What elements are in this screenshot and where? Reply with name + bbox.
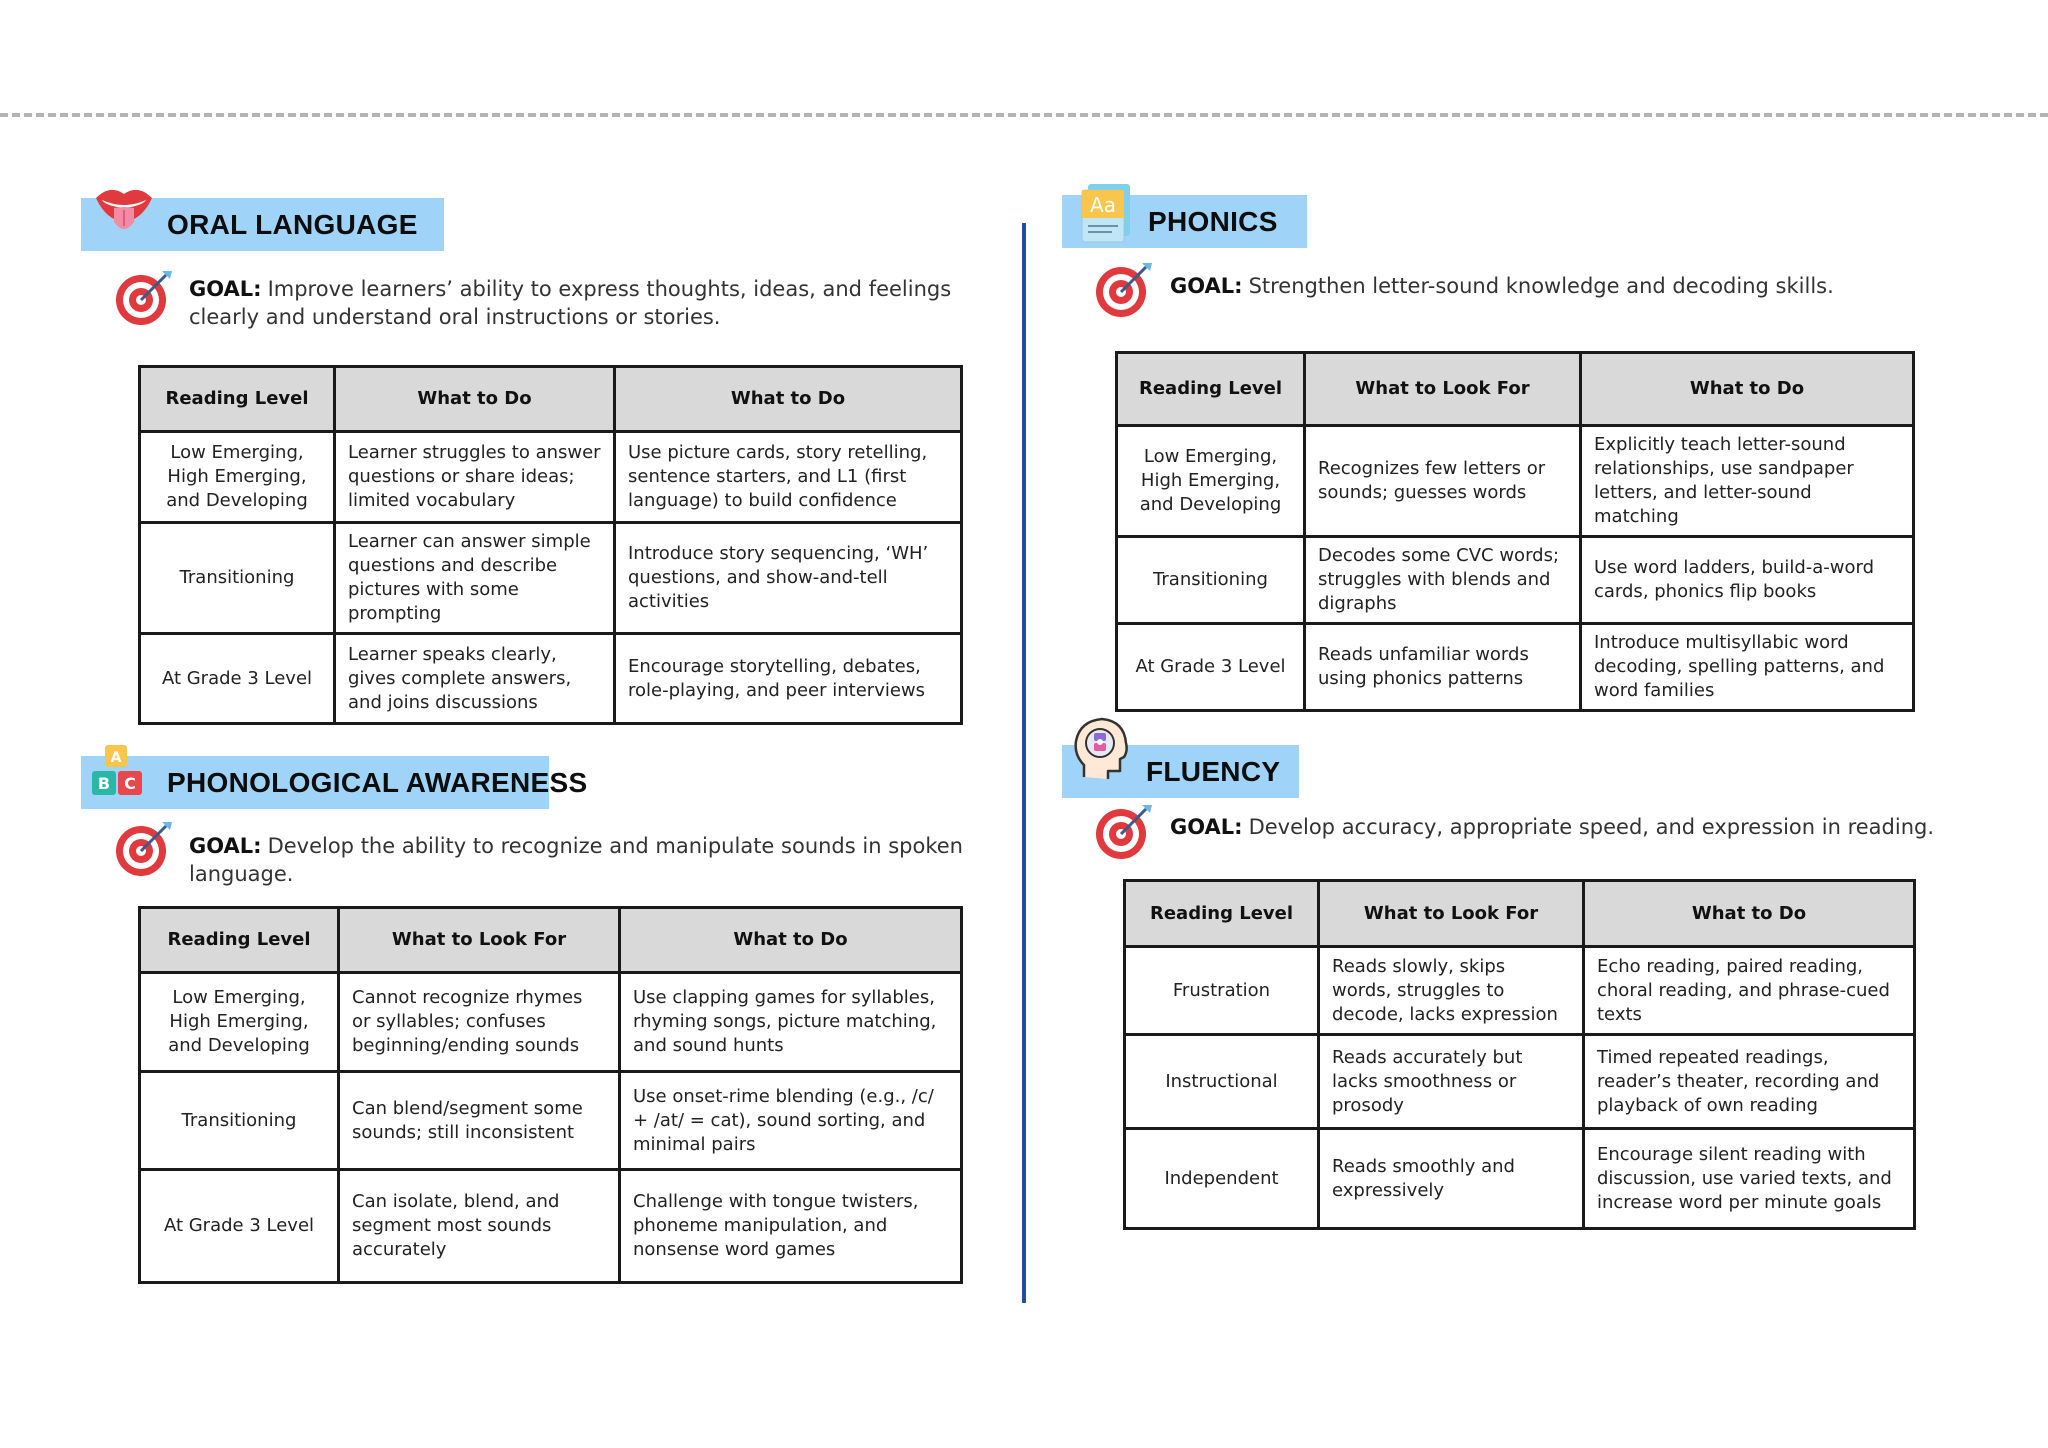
- column-header: What to Do: [1584, 881, 1915, 947]
- table-row: [140, 634, 962, 724]
- column-header: What to Look For: [339, 908, 620, 973]
- what-to-do-cell: Explicitly teach letter-sound relationships, use sandpaper letters, and letter-sound matching: [1581, 426, 1914, 537]
- column-header: What to Do: [1581, 353, 1914, 426]
- what-to-do-cell: Encourage storytelling, debates, role-playing, and peer interviews: [615, 634, 962, 724]
- look-for-cell: Reads accurately but lacks smoothness or prosody: [1319, 1035, 1584, 1129]
- head-brain-icon: [1070, 715, 1132, 787]
- what-to-do-cell: Encourage silent reading with discussion, use varied texts, and increase word per minute goals: [1584, 1129, 1915, 1229]
- section-title: PHONICS: [1148, 205, 1278, 237]
- reading-level-cell: At Grade 3 Level: [140, 1170, 339, 1283]
- what-to-do-cell: Introduce story sequencing, ‘WH’ questions, and show-and-tell activities: [615, 523, 962, 634]
- target-icon: [1094, 801, 1154, 861]
- table-row: [140, 1170, 962, 1283]
- target-icon: [1094, 259, 1154, 319]
- goal-statement: [1170, 813, 1970, 841]
- goal-label: GOAL:: [1170, 815, 1243, 839]
- look-for-cell: Learner can answer simple questions and describe pictures with some prompting: [335, 523, 615, 634]
- svg-text:C: C: [124, 774, 136, 793]
- goal-statement: [189, 832, 1009, 888]
- svg-text:B: B: [97, 774, 111, 793]
- table-row: [140, 523, 962, 634]
- goal-statement: [1170, 272, 1970, 300]
- reading-level-cell: Transitioning: [1117, 537, 1305, 624]
- goal-text: Improve learners’ ability to express thoughts, ideas, and feelings clearly and understand oral instructions or stories.: [189, 277, 952, 329]
- table-row: [140, 1072, 962, 1170]
- reading-level-cell: Independent: [1125, 1129, 1319, 1229]
- table-row: [140, 432, 962, 523]
- look-for-cell: Can blend/segment some sounds; still inconsistent: [339, 1072, 620, 1170]
- page-dashed-separator: [0, 113, 2048, 117]
- what-to-do-cell: Use word ladders, build-a-word cards, phonics flip books: [1581, 537, 1914, 624]
- fluency-table: [1123, 879, 1916, 1230]
- reading-level-cell: Transitioning: [140, 523, 335, 634]
- what-to-do-cell: Use clapping games for syllables, rhyming songs, picture matching, and sound hunts: [620, 973, 962, 1072]
- column-header: Reading Level: [140, 908, 339, 973]
- goal-label: GOAL:: [1170, 274, 1243, 298]
- mouth-icon: [92, 180, 156, 240]
- reading-level-cell: Low Emerging, High Emerging, and Developing: [140, 432, 335, 523]
- look-for-cell: Cannot recognize rhymes or syllables; confuses beginning/ending sounds: [339, 973, 620, 1072]
- what-to-do-cell: Use picture cards, story retelling, sentence starters, and L1 (first language) to build confidence: [615, 432, 962, 523]
- goal-text: Develop accuracy, appropriate speed, and expression in reading.: [1248, 815, 1935, 839]
- table-row: [1125, 947, 1915, 1035]
- column-header: What to Look For: [1305, 353, 1581, 426]
- goal-label: GOAL:: [189, 277, 262, 301]
- reading-level-cell: Low Emerging, High Emerging, and Developing: [140, 973, 339, 1072]
- oral-language-table: [138, 365, 963, 725]
- look-for-cell: Learner speaks clearly, gives complete answers, and joins discussions: [335, 634, 615, 724]
- what-to-do-cell: Introduce multisyllabic word decoding, spelling patterns, and word families: [1581, 624, 1914, 711]
- goal-text: Strengthen letter-sound knowledge and decoding skills.: [1248, 274, 1834, 298]
- phonological-awareness-table: [138, 906, 963, 1284]
- column-header: What to Look For: [1319, 881, 1584, 947]
- target-icon: [114, 818, 174, 878]
- look-for-cell: Reads slowly, skips words, struggles to decode, lacks expression: [1319, 947, 1584, 1035]
- goal-label: GOAL:: [189, 834, 262, 858]
- abc-blocks-icon: [88, 743, 150, 805]
- table-row: [1117, 624, 1914, 711]
- svg-text:A: A: [110, 750, 122, 766]
- reading-level-cell: At Grade 3 Level: [140, 634, 335, 724]
- phonics-table: [1115, 351, 1915, 712]
- table-row: [1117, 537, 1914, 624]
- svg-text:Aa: Aa: [1090, 193, 1116, 217]
- what-to-do-cell: Use onset-rime blending (e.g., /c/ + /at/ = cat), sound sorting, and minimal pairs: [620, 1072, 962, 1170]
- column-header: Reading Level: [140, 367, 335, 432]
- look-for-cell: Decodes some CVC words; struggles with blends and digraphs: [1305, 537, 1581, 624]
- look-for-cell: Can isolate, blend, and segment most sounds accurately: [339, 1170, 620, 1283]
- column-header: What to Do: [620, 908, 962, 973]
- column-divider: [1022, 223, 1026, 1303]
- table-row: [1125, 1129, 1915, 1229]
- reading-level-cell: Low Emerging, High Emerging, and Developing: [1117, 426, 1305, 537]
- column-header: What to Do: [615, 367, 962, 432]
- section-title: FLUENCY: [1146, 755, 1281, 787]
- what-to-do-cell: Timed repeated readings, reader’s theater, recording and playback of own reading: [1584, 1035, 1915, 1129]
- column-header: Reading Level: [1125, 881, 1319, 947]
- column-header: Reading Level: [1117, 353, 1305, 426]
- what-to-do-cell: Echo reading, paired reading, choral reading, and phrase-cued texts: [1584, 947, 1915, 1035]
- reading-level-cell: At Grade 3 Level: [1117, 624, 1305, 711]
- goal-statement: [189, 275, 989, 331]
- what-to-do-cell: Challenge with tongue twisters, phoneme manipulation, and nonsense word games: [620, 1170, 962, 1283]
- goal-text: Develop the ability to recognize and manipulate sounds in spoken language.: [189, 834, 963, 886]
- section-header-phonological: [81, 756, 588, 809]
- reading-level-cell: Frustration: [1125, 947, 1319, 1035]
- aa-book-icon: [1078, 182, 1134, 244]
- look-for-cell: Learner struggles to answer questions or share ideas; limited vocabulary: [335, 432, 615, 523]
- section-title: ORAL LANGUAGE: [167, 208, 418, 240]
- look-for-cell: Reads smoothly and expressively: [1319, 1129, 1584, 1229]
- column-header: What to Do: [335, 367, 615, 432]
- section-title: PHONOLOGICAL AWARENESS: [167, 766, 588, 798]
- table-row: [140, 973, 962, 1072]
- reading-level-cell: Transitioning: [140, 1072, 339, 1170]
- table-row: [1125, 1035, 1915, 1129]
- look-for-cell: Recognizes few letters or sounds; guesses words: [1305, 426, 1581, 537]
- look-for-cell: Reads unfamiliar words using phonics patterns: [1305, 624, 1581, 711]
- table-row: [1117, 426, 1914, 537]
- target-icon: [114, 267, 174, 327]
- reading-level-cell: Instructional: [1125, 1035, 1319, 1129]
